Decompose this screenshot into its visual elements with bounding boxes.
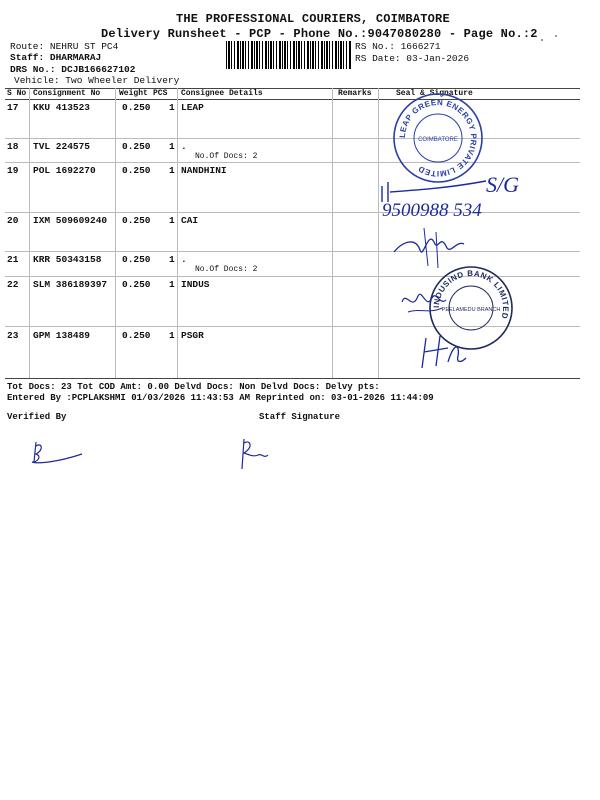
col-sep-2 [115, 88, 116, 378]
col-pcs: PCS [153, 89, 168, 98]
row-pcs: 1 [169, 279, 175, 290]
entered-by-line: Entered By :PCPLAKSHMI 01/03/2026 11:43:53 AM Reprinted on: 03-01-2026 11:44:09 [7, 393, 434, 403]
rs-number: RS No.: 1666271 [355, 41, 441, 52]
rs-date: RS Date: 03-Jan-2026 [355, 53, 470, 64]
row-pcs: 1 [169, 254, 175, 265]
totals-line: Tot Docs: 23 Tot COD Amt: 0.00 Delvd Docs: Non Delvd Docs: Delvy pts: [7, 382, 380, 392]
corner-tick-icon [538, 32, 558, 52]
consignee-signature-23 [418, 332, 468, 372]
staff-signature-mark [236, 437, 276, 471]
row-rule [5, 138, 580, 139]
table-bottom-rule [5, 378, 580, 379]
col-weight: Weight [119, 89, 148, 98]
handwritten-phone: 9500988 534 [382, 200, 482, 218]
col-sep-3 [177, 88, 178, 378]
col-sep-1 [29, 88, 30, 378]
row-consignment: GPM 138489 [33, 330, 91, 341]
row-sno: 17 [7, 102, 19, 113]
row-rule [5, 251, 580, 252]
row-sno: 19 [7, 165, 19, 176]
row-consignee: INDUS [181, 279, 210, 290]
col-sno: S No [7, 89, 27, 98]
company-title: THE PROFESSIONAL COURIERS, COIMBATORE [176, 12, 450, 26]
row-consignment: SLM 386189397 [33, 279, 108, 290]
col-consignee: Consignee Details [181, 89, 263, 98]
row-consignee: LEAP [181, 102, 204, 113]
row-consignment: KRR 50343158 [33, 254, 102, 265]
row-docs-count: No.Of Docs: 2 [195, 152, 258, 161]
col-remarks: Remarks [338, 89, 372, 98]
verifier-signature [28, 440, 88, 470]
staff-label: Staff: DHARMARAJ [10, 52, 102, 63]
row-weight: 0.250 [122, 165, 151, 176]
verified-by-label: Verified By [7, 412, 67, 422]
drs-number: DRS No.: DCJB166627102 [10, 64, 136, 75]
staff-signature-label: Staff Signature [259, 412, 341, 422]
col-seal-signature: Seal & Signature [396, 89, 473, 98]
runsheet-title: Delivery Runsheet - PCP - Phone No.:9047080280 - Page No.:2 [101, 27, 538, 41]
row-pcs: 1 [169, 165, 175, 176]
row-sno: 22 [7, 279, 19, 290]
row-weight: 0.250 [122, 215, 151, 226]
row-pcs: 1 [169, 141, 175, 152]
handwritten-note [378, 168, 528, 218]
row-consignment: KKU 413523 [33, 102, 91, 113]
vehicle-label: Vehicle: Two Wheeler Delivery [14, 75, 180, 86]
row-sno: 23 [7, 330, 19, 341]
row-consignment: IXM 509609240 [33, 215, 108, 226]
header-bottom-rule [5, 99, 580, 100]
row-consignee: NANDHINI [181, 165, 227, 176]
row-consignment: POL 1692270 [33, 165, 96, 176]
row-consignee: PSGR [181, 330, 204, 341]
consignee-signature-22 [398, 282, 448, 322]
bank-stamp-center: PEELAMEDU BRANCH [441, 307, 501, 313]
row-pcs: 1 [169, 330, 175, 341]
row-pcs: 1 [169, 102, 175, 113]
row-sno: 18 [7, 141, 19, 152]
leap-stamp-center: COIMBATORE [418, 137, 458, 143]
row-sno: 20 [7, 215, 19, 226]
row-weight: 0.250 [122, 279, 151, 290]
row-rule [5, 162, 580, 163]
row-consignee: . [181, 141, 187, 152]
col-sep-4 [332, 88, 333, 378]
handwritten-sg: S/G [486, 172, 519, 197]
col-sep-5 [378, 88, 379, 378]
row-docs-count: No.Of Docs: 2 [195, 265, 258, 274]
col-consignment: Consignment No [33, 89, 101, 98]
row-sno: 21 [7, 254, 19, 265]
row-weight: 0.250 [122, 102, 151, 113]
bank-stamp-ring-text: INDUSIND BANK LIMITED [431, 268, 511, 321]
row-weight: 0.250 [122, 141, 151, 152]
route-label: Route: NEHRU ST PC4 [10, 41, 119, 52]
leap-stamp-ring-text: LEAP GREEN ENERGY PRIVATE LIMITED [397, 97, 479, 179]
row-consignee: CAI [181, 215, 199, 226]
barcode-image [226, 41, 351, 69]
row-weight: 0.250 [122, 330, 151, 341]
row-consignment: TVL 224575 [33, 141, 91, 152]
row-consignee: . [181, 254, 187, 265]
row-weight: 0.250 [122, 254, 151, 265]
row-pcs: 1 [169, 215, 175, 226]
